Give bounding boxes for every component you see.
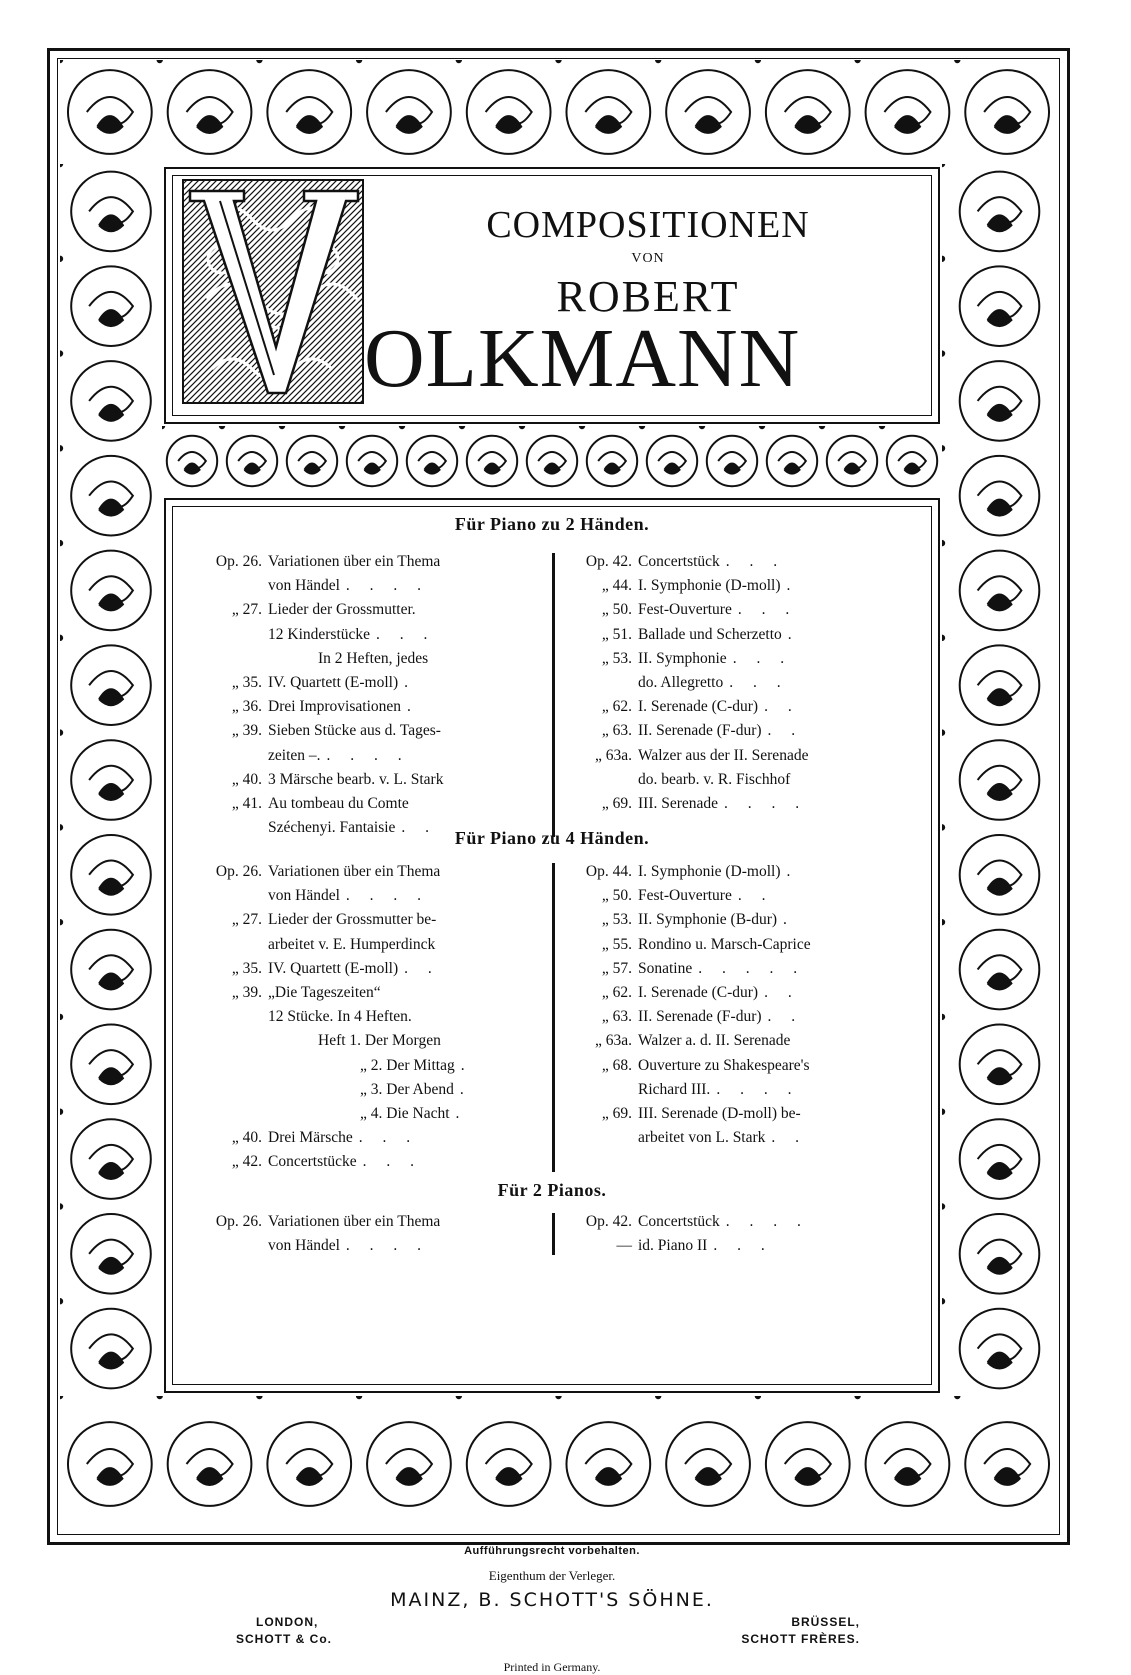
leader-dots: . . xyxy=(737,887,774,905)
catalogue-entry xyxy=(570,719,880,743)
brussels-city: BRÜSSEL, xyxy=(791,1615,860,1629)
catalogue-entry xyxy=(570,1126,880,1150)
work-title: II. Serenade (F-dur) xyxy=(638,722,762,740)
opus-number: „ 53. xyxy=(601,649,632,667)
publisher-london xyxy=(236,1614,332,1648)
publisher-name: MAINZ, B. SCHOTT'S SÖHNE. xyxy=(390,1589,714,1611)
leader-dots: . . . . . xyxy=(698,959,806,977)
column-divider xyxy=(552,863,555,1172)
catalogue-entry xyxy=(200,1150,570,1174)
work-title: I. Serenade (C-dur) xyxy=(638,698,759,716)
work-title: 3 Märsche bearb. v. L. Stark xyxy=(268,770,444,788)
catalogue-entry xyxy=(570,550,880,574)
leader-dots: . xyxy=(460,1056,473,1074)
work-title: do. bearb. v. R. Fischhof xyxy=(638,770,791,788)
column-divider xyxy=(552,553,555,837)
opus-number: „ 40. xyxy=(231,770,262,788)
work-title: arbeitet von L. Stark xyxy=(638,1129,766,1147)
decorated-initial-v-graphic xyxy=(182,179,364,404)
work-title: Sieben Stücke aus d. Tages- xyxy=(268,722,441,740)
catalogue-entry xyxy=(570,598,880,622)
work-title: 12 Kinderstücke xyxy=(268,625,371,643)
leader-dots: . xyxy=(783,911,795,929)
title-von: VON xyxy=(631,251,665,266)
catalogue-entry xyxy=(200,1126,570,1150)
opus-number: „ 62. xyxy=(601,698,632,716)
work-title: von Händel xyxy=(268,1237,340,1255)
work-title: „ 2. Der Mittag xyxy=(360,1056,455,1074)
publisher-brussels xyxy=(741,1614,860,1648)
work-title: I. Serenade (C-dur) xyxy=(638,983,759,1001)
catalogue-entry xyxy=(200,908,570,932)
opus-number: „ 50. xyxy=(601,601,632,619)
catalogue-entry xyxy=(570,671,880,695)
leader-dots: . . . . xyxy=(326,746,410,764)
work-title: Fest-Ouverture xyxy=(638,601,732,619)
opus-number: „ 39. xyxy=(231,983,262,1001)
london-city: LONDON, xyxy=(256,1615,319,1629)
ornament-border-bottom xyxy=(60,1396,1057,1532)
work-title: IV. Quartett (E-moll) xyxy=(268,673,399,691)
leader-dots: . xyxy=(787,625,800,643)
catalogue-entry xyxy=(200,1054,570,1078)
catalogue-column-left xyxy=(200,550,570,840)
catalogue-entry xyxy=(570,1005,880,1029)
opus-number: Op. 42. xyxy=(585,553,632,570)
work-title: Rondino u. Marsch-Caprice xyxy=(638,935,811,953)
catalogue-entry xyxy=(570,695,880,719)
work-title: I. Symphonie (D-moll) xyxy=(638,577,781,595)
section-heading: Für Piano zu 4 Händen. xyxy=(454,828,650,848)
opus-number: „ 63. xyxy=(601,1008,632,1026)
work-title: do. Allegretto xyxy=(638,673,724,691)
work-title: Richard III. xyxy=(638,1080,711,1098)
opus-number: Op. 26. xyxy=(215,1213,262,1230)
catalogue-entry xyxy=(200,574,570,598)
work-title: Concertstücke xyxy=(268,1153,357,1171)
ownership-notice: Eigenthum der Verleger. xyxy=(488,1568,616,1583)
work-title: Variationen über ein Thema xyxy=(268,553,441,570)
catalogue-entry xyxy=(200,981,570,1005)
work-title: II. Symphonie xyxy=(638,649,727,667)
catalogue-entry xyxy=(570,957,880,981)
catalogue-entry xyxy=(570,574,880,598)
work-title: Sonatine xyxy=(638,959,693,977)
catalogue-entry xyxy=(570,623,880,647)
catalogue-entry xyxy=(570,1102,880,1126)
work-title: „ 4. Die Nacht xyxy=(360,1104,450,1122)
leader-dots: . . . xyxy=(729,673,789,691)
title-panel xyxy=(164,167,940,424)
opus-number: „ 36. xyxy=(231,698,262,716)
leader-dots: . . xyxy=(404,959,440,977)
opus-number: „ 39. xyxy=(231,722,262,740)
opus-number: Op. 26. xyxy=(215,553,262,570)
opus-number: „ 41. xyxy=(231,794,262,812)
opus-number: „ 62. xyxy=(601,983,632,1001)
work-title: Lieder der Grossmutter. xyxy=(268,601,416,619)
catalogue-entry xyxy=(570,981,880,1005)
catalogue-entry xyxy=(200,550,570,574)
title-compositionen: COMPOSITIONEN xyxy=(486,204,810,246)
work-title: Walzer a. d. II. Serenade xyxy=(638,1032,791,1050)
catalogue-entry xyxy=(570,884,880,908)
leader-dots: . . xyxy=(764,983,800,1001)
column-divider xyxy=(552,1213,555,1255)
ornament-pattern xyxy=(60,60,1057,164)
opus-number: — xyxy=(616,1237,632,1255)
catalogue-panel xyxy=(164,498,940,1674)
opus-number: „ 40. xyxy=(231,1129,262,1147)
opus-number: „ 27. xyxy=(231,601,262,619)
ornament-pattern xyxy=(60,1396,1057,1532)
catalogue-entry xyxy=(200,744,570,768)
catalogue-column-right xyxy=(570,1210,880,1258)
work-title: zeiten –. xyxy=(268,746,321,764)
catalogue-entry xyxy=(570,768,880,792)
work-title: III. Serenade (D-moll) be- xyxy=(638,1104,801,1122)
leader-dots: . . xyxy=(401,819,438,837)
work-title: Walzer aus der II. Serenade xyxy=(638,746,809,764)
leader-dots: . xyxy=(459,1080,472,1098)
catalogue-entry xyxy=(200,1102,570,1126)
catalogue-entry xyxy=(200,1029,570,1053)
catalogue-entry xyxy=(200,768,570,792)
work-title: Variationen über ein Thema xyxy=(268,863,441,880)
catalogue-entry xyxy=(200,933,570,957)
opus-number: „ 57. xyxy=(601,959,632,977)
work-title: II. Symphonie (B-dur) xyxy=(638,911,778,929)
work-title: Variationen über ein Thema xyxy=(268,1213,441,1230)
work-title: von Händel xyxy=(268,887,340,905)
catalogue-entry xyxy=(200,860,570,884)
ornament-border-top xyxy=(60,60,1057,164)
leader-dots: . . . . xyxy=(716,1080,800,1098)
opus-number: „ 35. xyxy=(231,673,262,691)
catalogue-entry xyxy=(200,792,570,816)
opus-number: Op. 26. xyxy=(215,863,262,880)
leader-dots: . . . xyxy=(725,553,786,570)
ornament-pattern xyxy=(162,426,942,496)
section-heading: Für Piano zu 2 Händen. xyxy=(454,514,650,534)
ornament-border-left xyxy=(60,164,162,1396)
catalogue-entry xyxy=(570,1029,880,1053)
catalogue-entry xyxy=(200,1234,570,1258)
ornament-band-middle xyxy=(162,426,942,496)
work-title: II. Serenade (F-dur) xyxy=(638,1008,762,1026)
opus-number: „ 63a. xyxy=(594,1032,632,1050)
work-title: Ouverture zu Shakespeare's xyxy=(638,1056,810,1074)
catalogue-entry xyxy=(200,598,570,622)
work-title: Au tombeau du Comte xyxy=(268,794,409,812)
opus-number: „ 69. xyxy=(601,1104,632,1122)
leader-dots: . . . xyxy=(732,649,793,667)
work-title: von Händel xyxy=(268,577,340,595)
leader-dots: . xyxy=(786,577,799,595)
work-title: 12 Stücke. In 4 Heften. xyxy=(268,1008,412,1026)
leader-dots: . xyxy=(455,1104,468,1122)
catalogue-entry xyxy=(570,1210,880,1234)
work-title: III. Serenade xyxy=(638,794,719,812)
leader-dots: . . . . xyxy=(345,1237,430,1255)
leader-dots: . . . xyxy=(362,1153,423,1171)
title-composer-first-name: ROBERT xyxy=(556,272,740,321)
catalogue-entry xyxy=(200,1078,570,1102)
work-title: In 2 Heften, jedes xyxy=(318,649,429,667)
catalogue-entry xyxy=(200,695,570,719)
decorated-initial-v xyxy=(182,179,364,404)
opus-number: „ 27. xyxy=(231,911,262,929)
leader-dots: . . xyxy=(771,1129,808,1147)
catalogue-entry xyxy=(200,647,570,671)
catalogue-entry xyxy=(570,792,880,816)
catalogue-column-right xyxy=(570,860,880,1150)
performance-rights-notice: Aufführungsrecht vorbehalten. xyxy=(464,1545,640,1557)
opus-number: „ 63a. xyxy=(594,746,632,764)
work-title: Drei Märsche xyxy=(268,1129,353,1147)
leader-dots: . . . . xyxy=(725,1213,809,1230)
opus-number: „ 53. xyxy=(601,911,632,929)
catalogue-entry xyxy=(200,957,570,981)
catalogue-entry xyxy=(200,671,570,695)
work-title: IV. Quartett (E-moll) xyxy=(268,959,399,977)
work-title: „Die Tageszeiten“ xyxy=(268,983,381,1001)
catalogue-entry xyxy=(200,1210,570,1234)
opus-number: Op. 44. xyxy=(585,863,632,880)
leader-dots: . xyxy=(786,863,799,880)
catalogue-column-right xyxy=(570,550,880,816)
leader-dots: . . xyxy=(767,722,804,740)
work-title: Concertstück xyxy=(638,553,720,570)
catalogue-entry xyxy=(570,647,880,671)
work-title: Concertstück xyxy=(638,1213,720,1230)
catalogue-column-left xyxy=(200,860,570,1174)
leader-dots: . . . xyxy=(358,1129,419,1147)
leader-dots: . . . xyxy=(376,625,436,643)
title-composer-surname: OLKMANN xyxy=(364,312,801,405)
printed-in-notice: Printed in Germany. xyxy=(503,1660,601,1674)
catalogue-entry xyxy=(570,908,880,932)
work-title: id. Piano II xyxy=(638,1237,708,1255)
opus-number: „ 68. xyxy=(601,1056,632,1074)
ornament-pattern xyxy=(942,164,1057,1396)
work-title: Széchenyi. Fantaisie xyxy=(268,819,396,837)
brussels-firm: SCHOTT FRÈRES. xyxy=(741,1632,860,1646)
work-title: Fest-Ouverture xyxy=(638,887,732,905)
catalogue-entry xyxy=(570,860,880,884)
leader-dots: . xyxy=(407,698,419,716)
leader-dots: . . . xyxy=(737,601,798,619)
catalogue-entry xyxy=(570,1078,880,1102)
leader-dots: . . xyxy=(767,1008,804,1026)
section-heading: Für 2 Pianos. xyxy=(497,1180,607,1200)
opus-number: „ 55. xyxy=(601,935,632,953)
work-title: „ 3. Der Abend xyxy=(360,1080,454,1098)
london-firm: SCHOTT & Co. xyxy=(236,1632,332,1646)
catalogue-entry xyxy=(200,1005,570,1029)
opus-number: „ 63. xyxy=(601,722,632,740)
leader-dots: . xyxy=(404,673,417,691)
catalogue-entry xyxy=(570,1234,880,1258)
work-title: Heft 1. Der Morgen xyxy=(318,1032,441,1050)
opus-number: „ 50. xyxy=(601,887,632,905)
work-title: I. Symphonie (D-moll) xyxy=(638,863,781,880)
leader-dots: . . . . xyxy=(345,887,430,905)
catalogue-entry xyxy=(570,744,880,768)
catalogue-entry xyxy=(570,1054,880,1078)
leader-dots: . . . xyxy=(713,1237,773,1255)
catalogue-entry xyxy=(200,623,570,647)
opus-number: „ 42. xyxy=(231,1153,262,1171)
opus-number: „ 69. xyxy=(601,794,632,812)
opus-number: „ 51. xyxy=(601,625,632,643)
work-title: Drei Improvisationen xyxy=(268,698,402,716)
ornament-border-right xyxy=(942,164,1057,1396)
opus-number: „ 44. xyxy=(601,577,632,595)
opus-number: Op. 42. xyxy=(585,1213,632,1230)
leader-dots: . . . . xyxy=(345,577,430,595)
leader-dots: . . xyxy=(764,698,800,716)
work-title: arbeitet v. E. Humperdinck xyxy=(268,935,436,953)
leader-dots: . . . . xyxy=(724,794,808,812)
work-title: Ballade und Scherzetto xyxy=(638,625,782,643)
work-title: Lieder der Grossmutter be- xyxy=(268,911,437,929)
ornament-pattern xyxy=(60,164,162,1396)
catalogue-entry xyxy=(200,719,570,743)
catalogue-column-left xyxy=(200,1210,570,1258)
opus-number: „ 35. xyxy=(231,959,262,977)
catalogue-entry xyxy=(200,884,570,908)
catalogue-entry xyxy=(570,933,880,957)
